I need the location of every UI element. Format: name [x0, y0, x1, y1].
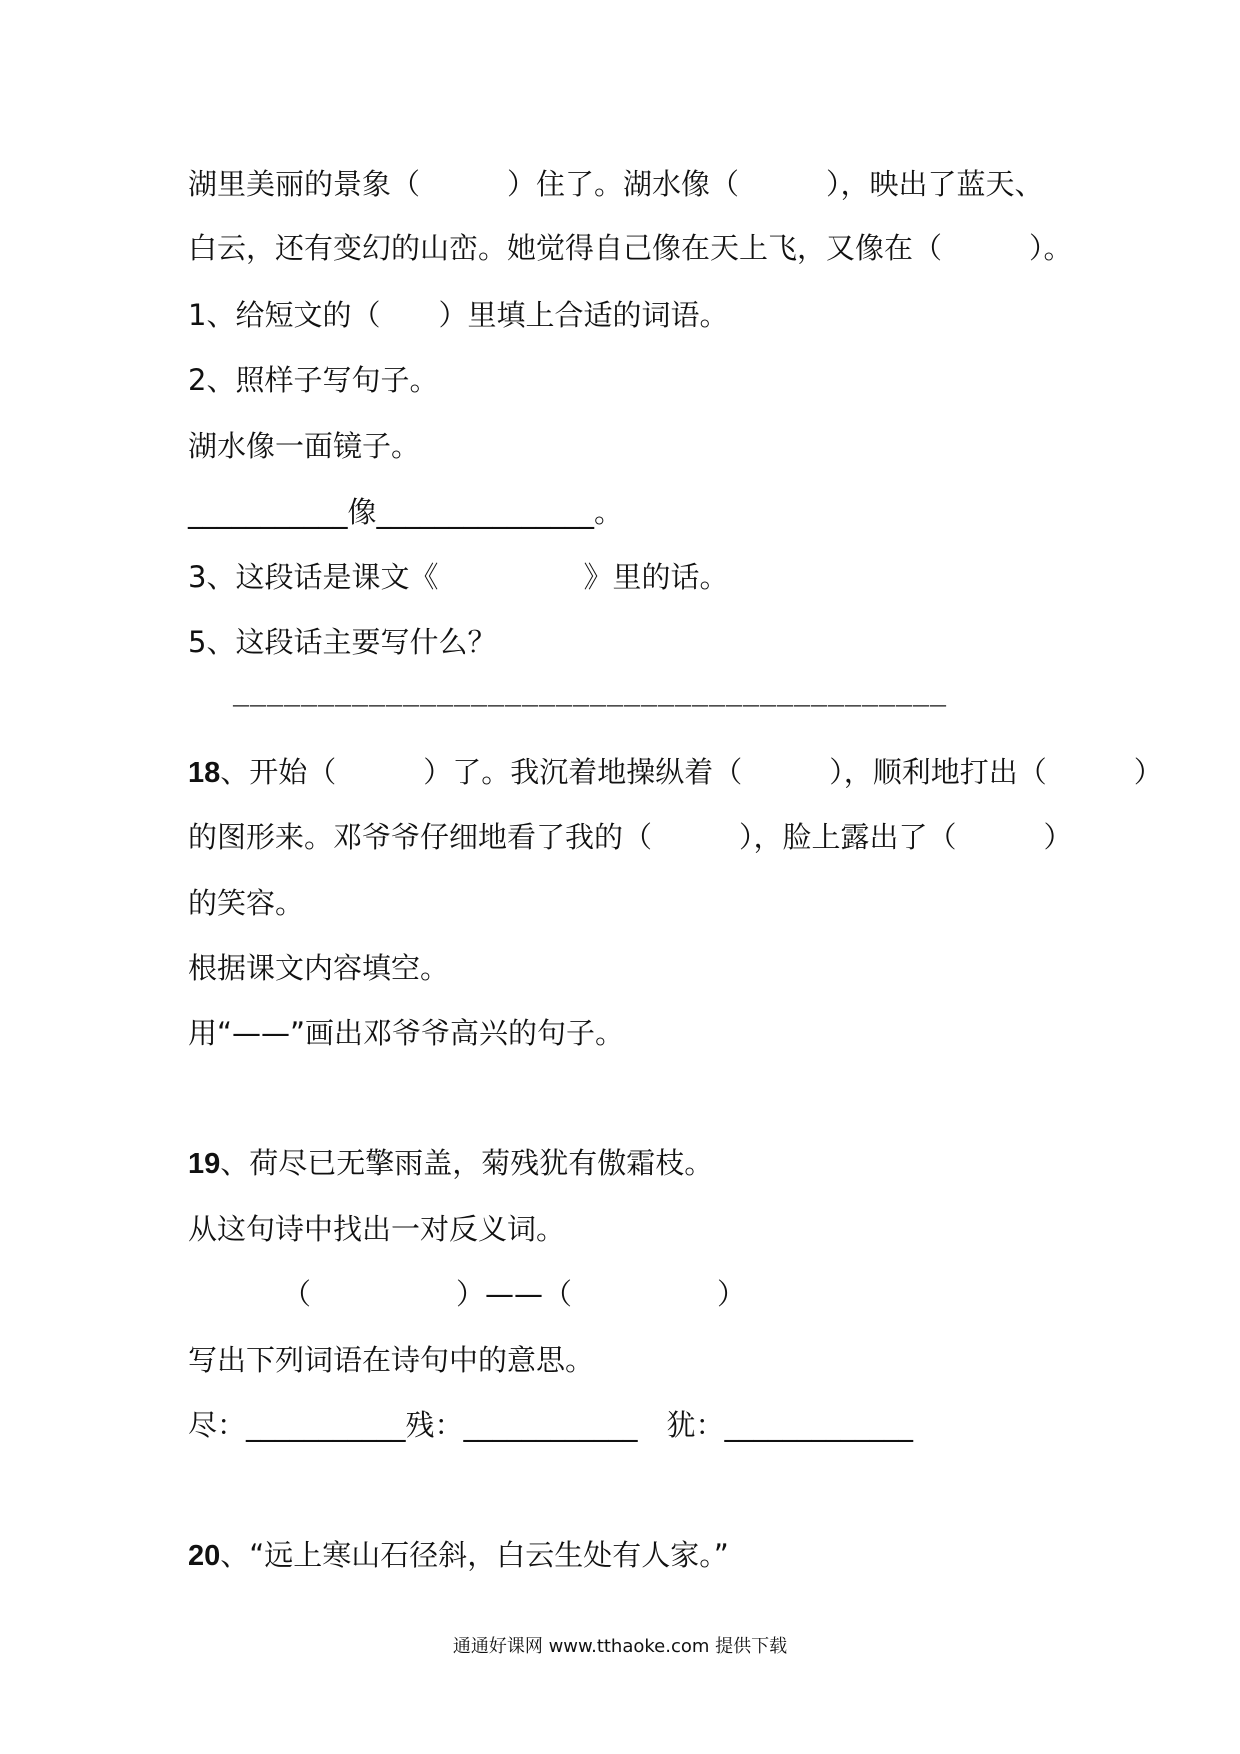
- q19-line-1: [188, 1143, 713, 1184]
- q17-paragraph-line-1: 湖里美丽的景象（ ）住了。湖水像（ ），映出了蓝天、: [188, 167, 1044, 201]
- q18-instruction-2: 用“——”画出邓爷爷高兴的句子。: [188, 1016, 625, 1050]
- q20-line-1: [188, 1535, 729, 1576]
- q17-paragraph-line-2: 白云，还有变幻的山峦。她觉得自己像在天上飞，又像在（ ）。: [188, 231, 1073, 265]
- q18-line-2: 的图形来。邓爷爷仔细地看了我的（ ），脸上露出了（ ）: [188, 820, 1073, 854]
- q19-antonym-blanks: （ ）——（ ）: [282, 1277, 747, 1311]
- q18-text-line-1: 、开始（ ）了。我沉着地操纵着（ ），顺利地打出（ ）: [220, 755, 1163, 789]
- page-footer: 通通好课网 www.tthaoke.com 提供下载: [452, 1636, 788, 1657]
- q19-number: 19: [188, 1148, 221, 1180]
- q17-item-1: 1、给短文的（ ）里填上合适的词语。: [188, 298, 729, 332]
- q17-item-5: 5、这段话主要写什么？: [188, 625, 497, 659]
- q18-line-3: 的笑容。: [188, 886, 305, 920]
- q20-poem: 、“远上寒山石径斜，白云生处有人家。”: [220, 1538, 729, 1572]
- q18-line-1: [188, 752, 1163, 793]
- q17-item-2: 2、照样子写句子。: [188, 363, 439, 397]
- q19-meanings-blanks: 尽：___________残：____________ 犹：_____________: [188, 1408, 914, 1442]
- q18-number: 18: [188, 757, 221, 789]
- q17-sentence-blank: ___________像_______________。: [188, 495, 624, 529]
- q17-answer-line: ——————————————————————————————————————————: [232, 695, 946, 716]
- q19-poem: 、荷尽已无擎雨盖，菊残犹有傲霜枝。: [220, 1146, 714, 1180]
- q17-item-3: 3、这段话是课文《 》里的话。: [188, 560, 729, 594]
- q17-example-sentence: 湖水像一面镜子。: [188, 429, 421, 463]
- q20-number: 20: [188, 1540, 221, 1572]
- q18-instruction-1: 根据课文内容填空。: [188, 951, 450, 985]
- q19-instruction-1: 从这句诗中找出一对反义词。: [188, 1212, 566, 1246]
- q19-instruction-2: 写出下列词语在诗句中的意思。: [188, 1343, 595, 1377]
